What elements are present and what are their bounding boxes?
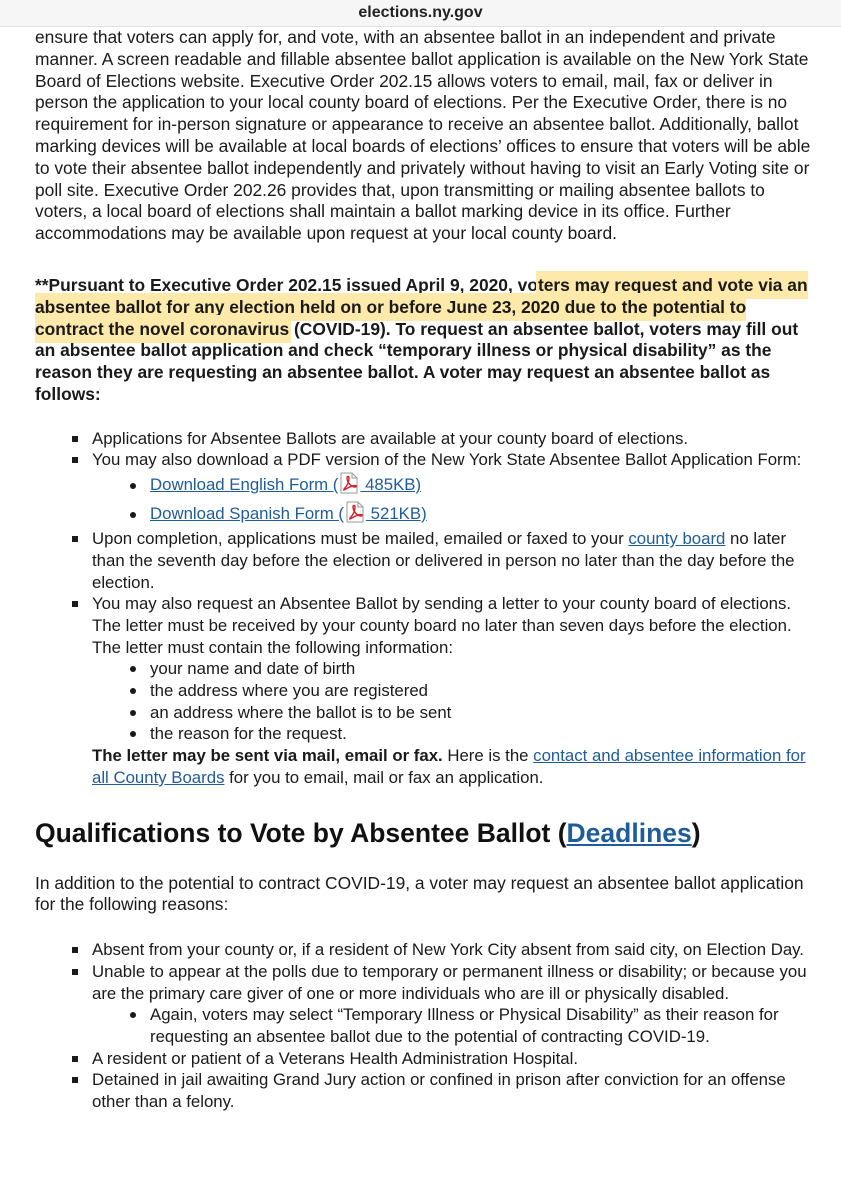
file-size: 485KB) bbox=[360, 475, 422, 495]
heading-text-end: ) bbox=[691, 817, 701, 848]
list-item: your name and date of birth bbox=[150, 658, 817, 680]
list-item: the reason for the request. bbox=[150, 723, 817, 745]
letter-note-text: Here is the bbox=[442, 746, 534, 766]
county-boards-contact-link[interactable]: contact and absentee information for all County Boards bbox=[92, 746, 806, 787]
letter-info-list bbox=[92, 658, 817, 745]
list-item-text: You may also request an Absentee Ballot by sending a letter to your county board of elections. The letter must be received by your county board no later than seven days before the election. The letter must contain the following information: bbox=[92, 594, 792, 657]
download-forms-list bbox=[92, 471, 817, 528]
highlighted-text: ters may request and vote via an absentee ballot for any election held on or before June 23, 2020 due to the potential to contract the novel coronavirus bbox=[35, 274, 808, 339]
list-item bbox=[92, 428, 817, 450]
file-size: 521KB) bbox=[366, 503, 427, 523]
pdf-file-icon bbox=[339, 472, 359, 494]
list-item-text: no later than the seventh day before the election or delivered in person no later than the day before the election. bbox=[92, 529, 795, 592]
list-item: an address where the ballot is to be sent bbox=[150, 702, 817, 724]
qualifications-intro: In addition to the potential to contract COVID-19, a voter may request an absentee ballot application for the following reasons: bbox=[35, 872, 804, 915]
reason-sub-list bbox=[92, 1004, 817, 1047]
intro-paragraph: ensure that voters can apply for, and vote, with an absentee ballot in an independent and private manner. A screen readable and fillable absentee ballot application is available on the New York State Board of Elections website. Executive Order 202.15 allows voters to email, mail, fax or deliver in person the application to your local county board of elections. Per the Executive Order, there is no requirement for in-person signature or appearance to receive an absentee ballot. Additionally, ballot marking devices will be available at local boards of elections’ offices to ensure that voters will be able to vote their absentee ballot independently and privately without having to visit an Early Voting site or poll site. Executive Order 202.26 provides that, upon transmitting or mailing absentee ballots to voters, a local board of elections shall maintain a ballot marking device in its office. Further accommodations may be available upon request at your local county board. bbox=[35, 27, 811, 244]
download-spanish-form-link[interactable] bbox=[150, 504, 427, 523]
list-item-text: Unable to appear at the polls due to temporary or permanent illness or disability; or because you are the primary care giver of one or more individuals who are ill or physically disabled. bbox=[92, 961, 807, 1003]
qualifications-heading bbox=[35, 816, 817, 850]
letter-note-end: for you to email, mail or fax an application. bbox=[224, 767, 544, 787]
qualifications-list bbox=[35, 939, 817, 1113]
letter-note-bold: The letter may be sent via mail, email or fax. bbox=[92, 746, 443, 766]
county-board-link[interactable]: county board bbox=[628, 529, 726, 549]
list-item bbox=[92, 449, 817, 528]
list-item: Again, voters may select “Temporary Illness or Physical Disability” as their reason for requesting an absentee ballot due to the potential of contracting COVID-19. bbox=[150, 1004, 817, 1047]
order-text-start: **Pursuant to Executive Order 202.15 issued April 9, 2020, vo bbox=[35, 274, 538, 295]
list-item: Detained in jail awaiting Grand Jury action or confined in prison after conviction for an offense other than a felony. bbox=[92, 1069, 817, 1112]
order-text-end: (COVID-19). To request an absentee ballot, voters may fill out an absentee ballot application and check “temporary illness or physical disability” as the reason they are requesting an absentee ballot. A voter may request an absentee ballot as follows: bbox=[35, 318, 799, 404]
page-content bbox=[0, 27, 841, 1113]
list-item-text: You may also download a PDF version of the New York State Absentee Ballot Application Form: bbox=[92, 450, 802, 470]
letter-note bbox=[92, 745, 817, 788]
executive-order-paragraph bbox=[35, 275, 817, 406]
list-item bbox=[92, 961, 817, 1048]
list-item: A resident or patient of a Veterans Health Administration Hospital. bbox=[92, 1048, 817, 1070]
list-item: the address where you are registered bbox=[150, 680, 817, 702]
list-item-text: Upon completion, applications must be mailed, emailed or faxed to your bbox=[92, 529, 629, 549]
list-item bbox=[150, 500, 817, 529]
link-label: Download Spanish Form ( bbox=[150, 503, 345, 523]
link-label: Download English Form ( bbox=[150, 475, 339, 495]
url-domain: elections.ny.gov bbox=[358, 4, 483, 21]
list-item-text: Applications for Absentee Ballots are available at your county board of elections. bbox=[92, 428, 689, 448]
list-item bbox=[92, 528, 817, 593]
list-item bbox=[92, 593, 817, 788]
list-item bbox=[150, 471, 817, 500]
pdf-file-icon bbox=[345, 501, 365, 523]
download-english-form-link[interactable] bbox=[150, 475, 421, 494]
request-steps-list bbox=[35, 428, 817, 789]
list-item: Absent from your county or, if a resident of New York City absent from said city, on Election Day. bbox=[92, 939, 817, 961]
heading-text: Qualifications to Vote by Absentee Ballot ( bbox=[35, 817, 567, 848]
browser-address-bar[interactable] bbox=[0, 0, 841, 27]
deadlines-link[interactable]: Deadlines bbox=[566, 817, 692, 848]
